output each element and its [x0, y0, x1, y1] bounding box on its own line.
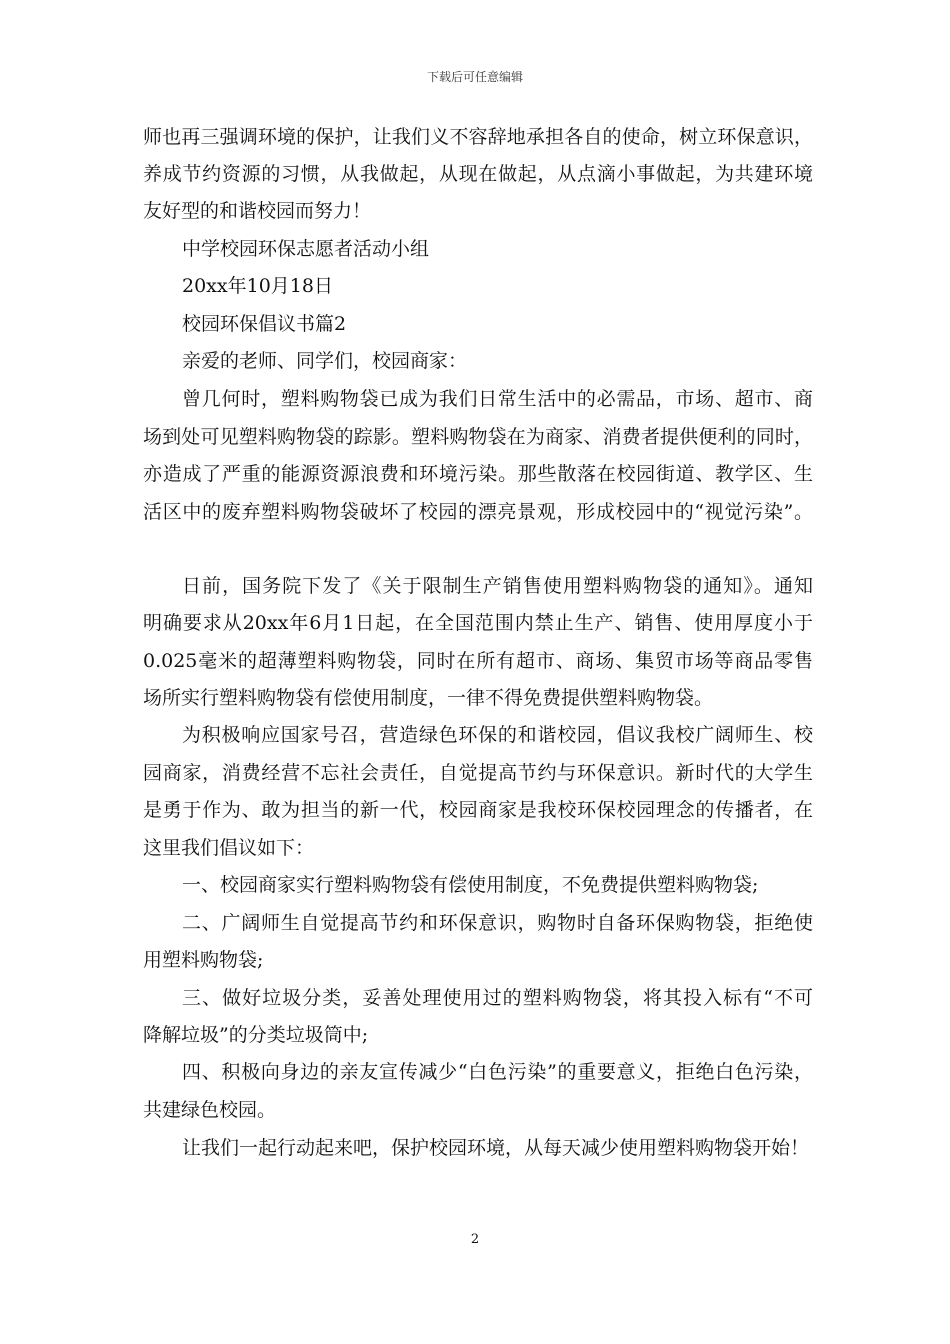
page-number: 2	[470, 1232, 480, 1247]
body-line: 0.025毫米的超薄塑料购物袋，同时在所有超市、商场、集贸市场等商品零售	[143, 650, 813, 672]
salutation: 亲爱的老师、同学们，校园商家：	[182, 350, 468, 372]
body-line: 活区中的废弃塑料购物袋破坏了校园的漂亮景观，形成校园中的“视觉污染”。	[143, 501, 813, 523]
body-line: 是勇于作为、敢为担当的新一代，校园商家是我校环保校园理念的传播者，在	[143, 799, 813, 821]
closing-line: 让我们一起行动起来吧，保护校园环境，从每天减少使用塑料购物袋开始！	[182, 1137, 810, 1159]
list-item: 三、做好垃圾分类，妥善处理使用过的塑料购物袋，将其投入标有“不可	[182, 987, 813, 1009]
body-line: 场到处可见塑料购物袋的踪影。塑料购物袋在为商家、消费者提供便利的同时，	[143, 426, 813, 448]
body-line: 园商家，消费经营不忘社会责任，自觉提高节约与环保意识。新时代的大学生	[143, 762, 813, 784]
list-item: 一、校园商家实行塑料购物袋有偿使用制度，不免费提供塑料购物袋;	[182, 874, 759, 896]
body-line: 用塑料购物袋;	[143, 949, 264, 971]
page-header: 下载后可任意编辑	[426, 70, 523, 84]
body-line: 这里我们倡议如下：	[143, 837, 315, 859]
body-line: 友好型的和谐校园而努力！	[143, 200, 372, 222]
body-line: 师也再三强调环境的保护，让我们义不容辞地承担各自的使命，树立环保意识，	[143, 126, 813, 148]
list-item: 二、广阔师生自觉提高节约和环保意识，购物时自备环保购物袋，拒绝使	[182, 912, 813, 934]
body-line: 明确要求从20xx年6月1日起，在全国范围内禁止生产、销售、使用厚度小于	[143, 612, 813, 634]
body-line: 场所实行塑料购物袋有偿使用制度，一律不得免费提供塑料购物袋。	[143, 687, 714, 709]
body-line: 为积极响应国家号召，营造绿色环保的和谐校园，倡议我校广阔师生、校	[182, 724, 813, 746]
body-line: 曾几何时，塑料购物袋已成为我们日常生活中的必需品，市场、超市、商	[182, 388, 813, 410]
body-line: 日前，国务院下发了《关于限制生产销售使用塑料购物袋的通知》。通知	[182, 575, 813, 597]
list-item: 四、积极向身边的亲友宣传减少“白色污染”的重要意义，拒绝白色污染，	[182, 1061, 813, 1083]
section-title: 校园环保倡议书篇2	[182, 313, 347, 335]
body-line: 亦造成了严重的能源资源浪费和环境污染。那些散落在校园街道、教学区、生	[143, 463, 813, 485]
body-line: 共建绿色校园。	[143, 1099, 277, 1121]
body-line: 养成节约资源的习惯，从我做起，从现在做起，从点滴小事做起，为共建环境	[143, 163, 813, 185]
body-line: 降解垃圾”的分类垃圾筒中;	[143, 1024, 369, 1046]
signature-date: 20xx年10月18日	[182, 275, 333, 297]
signature-org: 中学校园环保志愿者活动小组	[182, 238, 430, 260]
